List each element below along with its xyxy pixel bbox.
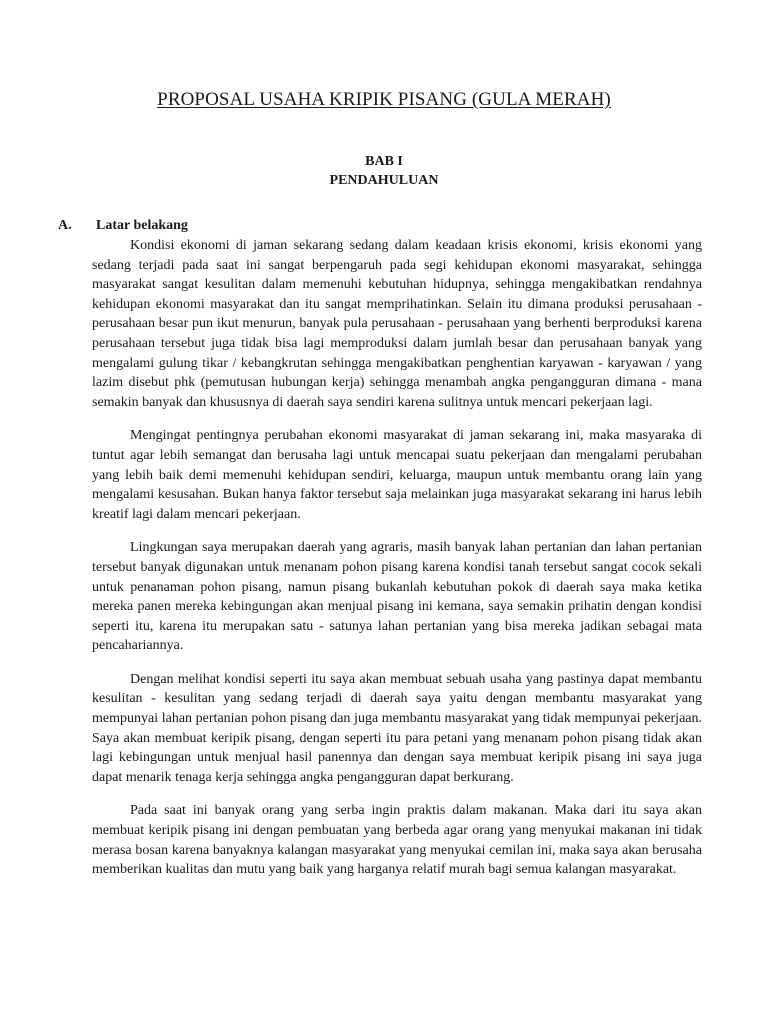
paragraph: Kondisi ekonomi di jaman sekarang sedang dalam keadaan krisis ekonomi, krisis ekonomi yang sedang terjadi pada saat ini sangat berpengaruh pada segi kehidupan ekonomi masyarakat, sehingga masyarakat sangat kesulitan dalam memenuhi kebutuhan hidupnya, sehingga mengakibatkan rendahnya kehidupan ekonomi masyarakat dan itu sangat memprihatinkan. Selain itu dimana produksi perusahaan - perusahaan besar pun ikut menurun, banyak pula perusahaan - perusahaan yang berhenti berproduksi karena perusahaan tersebut juga tidak bisa lagi memproduksi dalam jumlah besar dan perusahaan banyak yang mengalami gulung tikar / kebangkrutan sehingga mengakibatkan penghentian karyawan - karyawan / yang lazim disebut phk (pemutusan hubungan kerja) sehingga menambah angka pengangguran dimana - mana semakin banyak dan khususnya di daerah saya sendiri karena sulitnya untuk mencari pekerjaan lagi. xyxy=(92,238,702,410)
paragraph: Dengan melihat kondisi seperti itu saya akan membuat sebuah usaha yang pastinya dapat membantu kesulitan - kesulitan yang sedang terjadi di daerah saya yaitu dengan membantu masyarakat yang mempunyai lahan pertanian pohon pisang dan juga membantu masyarakat yang tidak mempunyai pekerjaan. Saya akan membuat keripik pisang, dengan seperti itu para petani yang menanam pohon pisang tidak akan lagi kebingungan untuk menjual hasil panennya dan dengan saya membuat keripik pisang ini saya juga dapat menarik tenaga kerja sehingga angka pengangguran dapat berkurang. xyxy=(92,671,702,785)
section-letter: A. xyxy=(58,218,72,233)
chapter-number: BAB I xyxy=(365,154,403,169)
chapter-name: PENDAHULUAN xyxy=(329,173,439,188)
paragraph: Mengingat pentingnya perubahan ekonomi masyarakat di jaman sekarang ini, maka masyaraka di tuntut agar lebih semangat dan berusaha lagi untuk mencapai suatu pekerjaan dan mengalami perubahan yang lebih baik demi memenuhi kehidupan sendiri, keluarga, maupun untuk membantu orang lain yang mengalami kesusahan. Bukan hanya faktor tersebut saja melainkan juga masyarakat sekarang ini harus lebih kreatif lagi dalam mencari pekerjaan. xyxy=(92,428,702,522)
section-heading xyxy=(58,216,188,235)
section-title: Latar belakang xyxy=(96,218,188,233)
paragraph: Pada saat ini banyak orang yang serba ingin praktis dalam makanan. Maka dari itu saya akan membuat keripik pisang ini dengan pembuatan yang berbeda agar orang yang menyukai makanan ini tidak merasa bosan karena banyaknya kalangan masyarakat yang menyukai cemilan ini, maka saya akan berusaha memberikan kualitas dan mutu yang baik yang harganya relatif murah bagi semua kalangan masyarakat. xyxy=(92,803,702,878)
paragraph: Lingkungan saya merupakan daerah yang agraris, masih banyak lahan pertanian dan lahan pertanian tersebut banyak digunakan untuk menanam pohon pisang karena kondisi tanah tersebut sangat cocok sekali untuk penanaman pohon pisang, namun pisang bukanlah kebutuhan pokok di daerah saya maka ketika mereka panen mereka kebingungan akan menjual pisang ini kemana, saya semakin prihatin dengan kondisi seperti itu, karena itu merupakan satu - satunya lahan pertanian yang bisa mereka jadikan sebagai mata pencahariannya. xyxy=(92,540,702,654)
section-body xyxy=(92,236,702,894)
document-title: PROPOSAL USAHA KRIPIK PISANG (GULA MERAH) xyxy=(157,89,611,110)
chapter-heading xyxy=(0,152,768,190)
